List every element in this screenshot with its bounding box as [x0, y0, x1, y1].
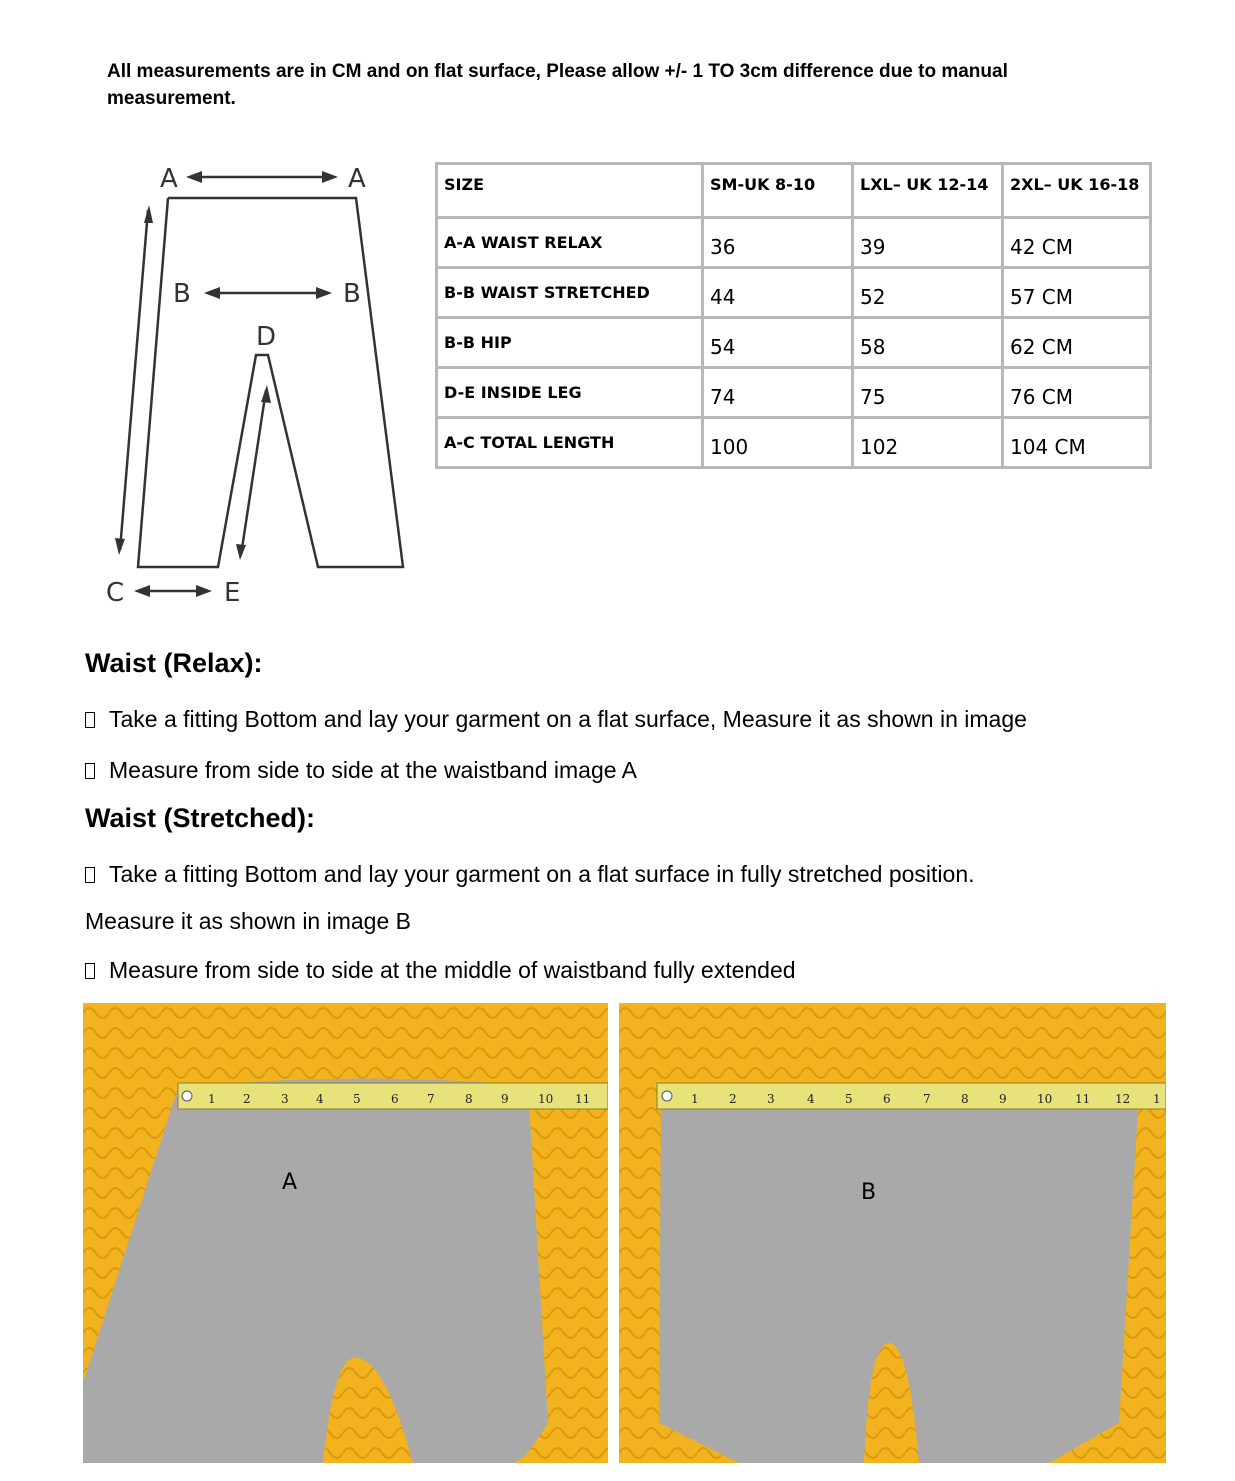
stretched-text-3: Measure from side to side at the middle of waistband fully extended — [109, 957, 796, 983]
tape-a-num: 6 — [391, 1092, 399, 1106]
photo-a-illustration — [83, 1003, 608, 1463]
table-row — [437, 418, 1151, 468]
tape-b-num: 12 — [1115, 1092, 1131, 1106]
table-row — [437, 268, 1151, 318]
tape-b-num: 6 — [883, 1092, 891, 1106]
tape-b-num: 8 — [961, 1092, 969, 1106]
cell-value: 36 — [703, 218, 853, 268]
tape-a-num: 8 — [465, 1092, 473, 1106]
bullet-icon — [85, 712, 95, 728]
cell-value: 62 CM — [1003, 318, 1151, 368]
bullet-icon — [85, 867, 95, 883]
photo-a-label: A — [282, 1170, 298, 1195]
header-size: SIZE — [437, 164, 703, 218]
tape-a-num: 5 — [353, 1092, 361, 1106]
photo-b-waist-stretched — [619, 1003, 1166, 1463]
tape-b-num: 1 — [691, 1092, 699, 1106]
cell-value: 102 — [853, 418, 1003, 468]
photo-a-waist-relax — [83, 1003, 608, 1463]
tape-a-num: 7 — [427, 1092, 435, 1106]
measurement-note: All measurements are in CM and on flat surface, Please allow +/- 1 TO 3cm difference due to manual measurement. — [107, 61, 1008, 109]
label-b-left: B — [173, 279, 191, 309]
bullet-icon — [85, 963, 95, 979]
size-table — [435, 162, 1152, 469]
pants-outline-drawing — [98, 150, 428, 620]
table-row — [437, 318, 1151, 368]
stretched-line-1 — [85, 861, 975, 888]
cell-value: 42 CM — [1003, 218, 1151, 268]
row-label: B-B WAIST STRETCHED — [437, 268, 703, 318]
row-label: A-A WAIST RELAX — [437, 218, 703, 268]
cell-value: 58 — [853, 318, 1003, 368]
relax-line-1 — [85, 706, 1027, 733]
bullet-icon — [85, 763, 95, 779]
tape-a-num: 10 — [538, 1092, 554, 1106]
photo-b-label: B — [861, 1180, 877, 1205]
header-2xl: 2XL– UK 16-18 — [1003, 164, 1151, 218]
section-title-relax: Waist (Relax): — [85, 648, 263, 678]
tape-b-num: 1 — [1153, 1092, 1161, 1106]
cell-value: 74 — [703, 368, 853, 418]
tape-b-num: 11 — [1075, 1092, 1091, 1106]
cell-value: 104 CM — [1003, 418, 1151, 468]
row-label: A-C TOTAL LENGTH — [437, 418, 703, 468]
cell-value: 44 — [703, 268, 853, 318]
tape-a-num: 2 — [243, 1092, 251, 1106]
label-a-right: A — [348, 164, 366, 194]
cell-value: 76 CM — [1003, 368, 1151, 418]
label-a-left: A — [160, 164, 178, 194]
stretched-line-2: Measure it as shown in image B — [85, 908, 411, 934]
tape-b-num: 4 — [807, 1092, 815, 1106]
tape-b-num: 10 — [1037, 1092, 1053, 1106]
tape-b-num: 5 — [845, 1092, 853, 1106]
label-b-right: B — [343, 279, 361, 309]
label-e: E — [224, 578, 241, 608]
pants-diagram — [98, 150, 428, 620]
tape-a-num: 3 — [281, 1092, 289, 1106]
section-title-stretched: Waist (Stretched): — [85, 803, 316, 833]
relax-text-2: Measure from side to side at the waistband image A — [109, 757, 638, 783]
pants-outline — [138, 198, 403, 567]
tape-b-num: 3 — [767, 1092, 775, 1106]
tape-b-num: 2 — [729, 1092, 737, 1106]
tape-b-num: 7 — [923, 1092, 931, 1106]
relax-text-1: Take a fitting Bottom and lay your garment on a flat surface, Measure it as shown in image — [109, 706, 1027, 732]
tape-a-num: 11 — [575, 1092, 591, 1106]
table-row — [437, 218, 1151, 268]
row-label: B-B HIP — [437, 318, 703, 368]
tape-a-num: 1 — [208, 1092, 216, 1106]
cell-value: 100 — [703, 418, 853, 468]
row-label: D-E INSIDE LEG — [437, 368, 703, 418]
table-row — [437, 368, 1151, 418]
header-lxl: LXL– UK 12-14 — [853, 164, 1003, 218]
header-sm: SM-UK 8-10 — [703, 164, 853, 218]
tape-a-num: 4 — [316, 1092, 324, 1106]
cell-value: 52 — [853, 268, 1003, 318]
label-c: C — [106, 578, 125, 608]
cell-value: 54 — [703, 318, 853, 368]
size-table-header-row — [437, 164, 1151, 218]
relax-line-2 — [85, 757, 637, 784]
stretched-text-1: Take a fitting Bottom and lay your garment on a flat surface in fully stretched position. — [109, 861, 975, 887]
photo-b-illustration — [619, 1003, 1166, 1463]
label-d: D — [256, 322, 277, 352]
tape-b-num: 9 — [999, 1092, 1007, 1106]
cell-value: 39 — [853, 218, 1003, 268]
tape-a-num: 9 — [501, 1092, 509, 1106]
cell-value: 75 — [853, 368, 1003, 418]
stretched-line-3 — [85, 957, 796, 984]
cell-value: 57 CM — [1003, 268, 1151, 318]
